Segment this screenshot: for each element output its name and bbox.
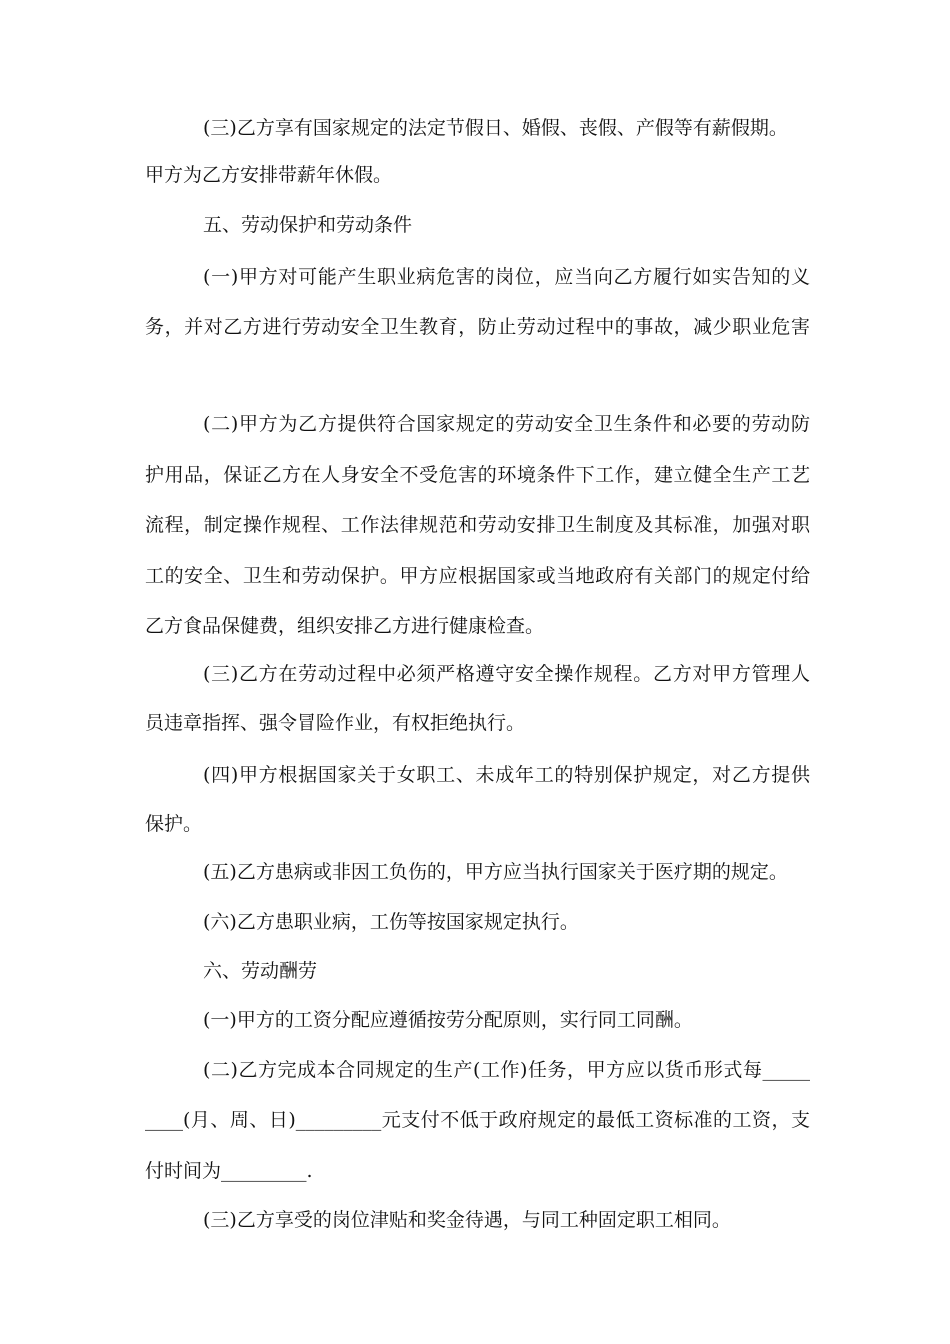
paragraph-line: (三)乙方在劳动过程中必须严格遵守安全操作规程。乙方对甲方管理人: [203, 663, 810, 685]
paragraph-line: 员违章指挥、强令冒险作业，有权拒绝执行。: [145, 712, 526, 734]
paragraph-line: (二)乙方完成本合同规定的生产(工作)任务，甲方应以货币形式每_____: [203, 1059, 810, 1081]
paragraph-line: (一)甲方对可能产生职业病危害的岗位，应当向乙方履行如实告知的义: [203, 266, 810, 288]
paragraph-line: (六)乙方患职业病，工伤等按国家规定执行。: [203, 911, 579, 933]
paragraph-line: 付时间为_________.: [145, 1160, 313, 1182]
paragraph-line: 乙方食品保健费，组织安排乙方进行健康检查。: [145, 615, 545, 637]
paragraph-line: 保护。: [145, 813, 203, 835]
paragraph-line: (二)甲方为乙方提供符合国家规定的劳动安全卫生条件和必要的劳动防: [203, 413, 810, 435]
section-heading: 六、劳动酬劳: [203, 960, 318, 982]
paragraph-line: (五)乙方患病或非因工负伤的，甲方应当执行国家关于医疗期的规定。: [203, 861, 788, 883]
paragraph-line: 务，并对乙方进行劳动安全卫生教育，防止劳动过程中的事故，减少职业危害: [145, 316, 810, 338]
section-heading: 五、劳动保护和劳动条件: [203, 214, 413, 236]
paragraph-line: 护用品，保证乙方在人身安全不受危害的环境条件下工作，建立健全生产工艺: [145, 464, 810, 486]
paragraph-line: (三)乙方享受的岗位津贴和奖金待遇，与同工种固定职工相同。: [203, 1209, 731, 1231]
paragraph-line: 工的安全、卫生和劳动保护。甲方应根据国家或当地政府有关部门的规定付给: [145, 565, 810, 587]
paragraph-line: (三)乙方享有国家规定的法定节假日、婚假、丧假、产假等有薪假期。: [203, 117, 788, 139]
paragraph-line: ____(月、周、日)_________元支付不低于政府规定的最低工资标准的工资，支: [145, 1109, 810, 1131]
paragraph-line: 甲方为乙方安排带薪年休假。: [145, 164, 393, 186]
paragraph-line: (四)甲方根据国家关于女职工、未成年工的特别保护规定，对乙方提供: [203, 764, 810, 786]
paragraph-line: (一)甲方的工资分配应遵循按劳分配原则，实行同工同酬。: [203, 1009, 693, 1031]
paragraph-line: 流程，制定操作规程、工作法律规范和劳动安排卫生制度及其标准，加强对职: [145, 514, 810, 536]
